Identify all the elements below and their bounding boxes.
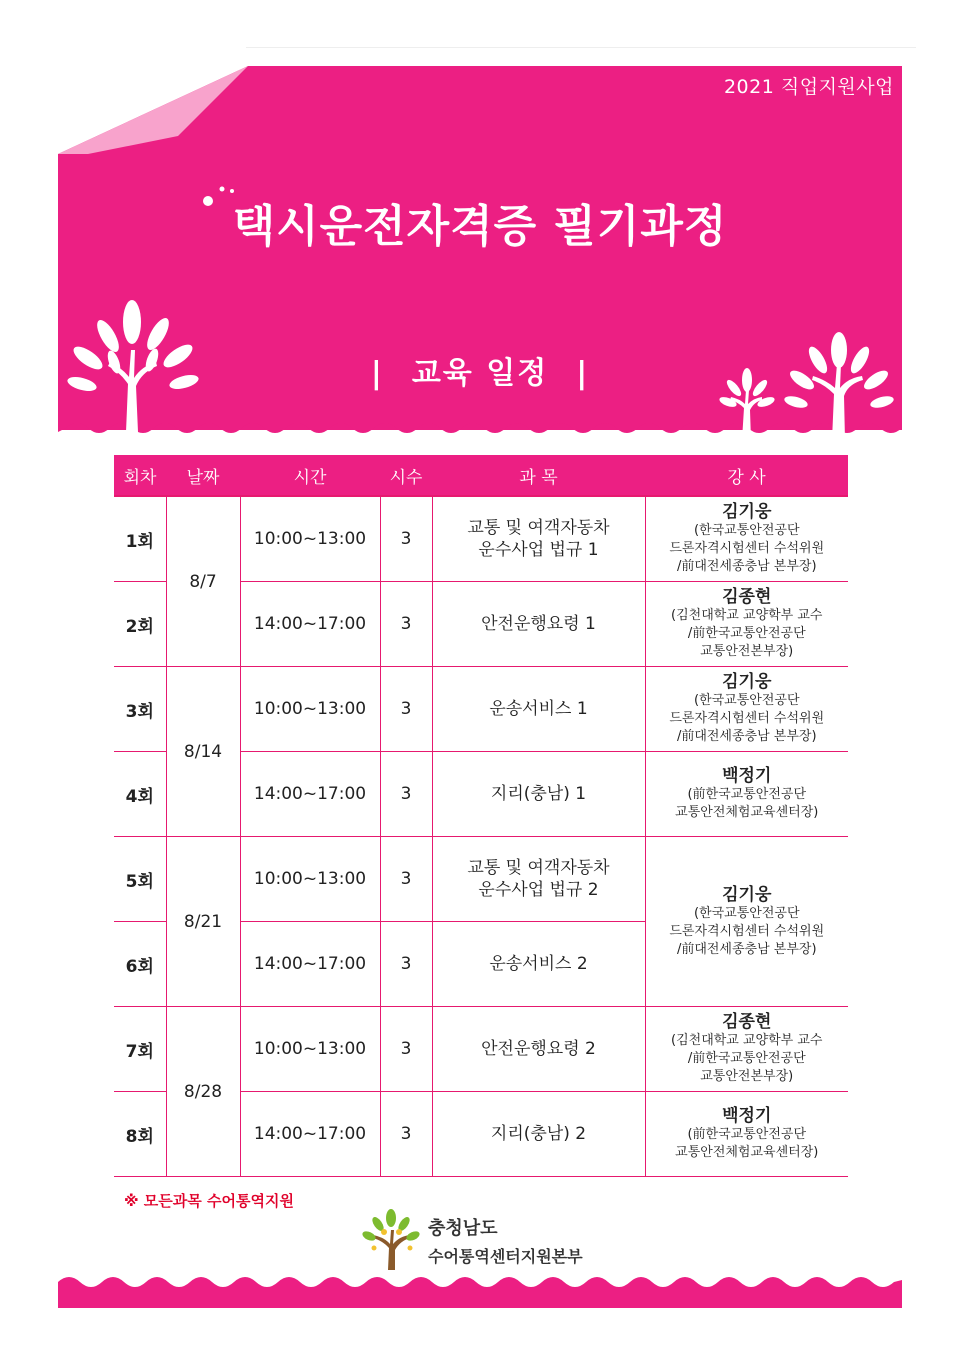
instructor-affiliation: (前한국교통안전공단 교통안전체험교육센터장) xyxy=(675,1127,819,1160)
instructor-name: 김종현 xyxy=(722,587,772,607)
interpretation-note: ※ 모든과목 수어통역지원 xyxy=(124,1192,294,1210)
date-cell: 8/14 xyxy=(166,667,240,837)
subject-cell: 지리(충남) 2 xyxy=(432,1092,645,1177)
subject-cell: 지리(충남) 1 xyxy=(432,752,645,837)
instructor-cell xyxy=(645,582,848,667)
date-cell: 8/21 xyxy=(166,837,240,1007)
hours-cell: 3 xyxy=(380,1092,432,1177)
year-label: 2021 직업지원사업 xyxy=(723,76,894,98)
instructor-cell xyxy=(645,752,848,837)
column-header-hours: 시수 xyxy=(380,455,432,496)
subject-line: 운수사업 법규 1 xyxy=(478,540,599,560)
table-row xyxy=(114,837,848,922)
time-cell: 10:00~13:00 xyxy=(240,667,380,752)
subject-cell: 운송서비스 2 xyxy=(432,922,645,1007)
subtitle-text: 교육 일정 xyxy=(411,356,549,391)
subject-line: 교통 및 여객자동차 xyxy=(467,858,610,878)
subject-line: 운수사업 법규 2 xyxy=(478,880,599,900)
time-cell: 14:00~17:00 xyxy=(240,1092,380,1177)
column-header-instructor: 강 사 xyxy=(645,455,848,496)
time-cell: 14:00~17:00 xyxy=(240,752,380,837)
session-cell: 4회 xyxy=(114,752,166,837)
table-row xyxy=(114,1007,848,1092)
hours-cell: 3 xyxy=(380,1007,432,1092)
instructor-cell xyxy=(645,837,848,1007)
column-header-session: 회차 xyxy=(114,455,166,496)
org-name-line1: 충청남도 xyxy=(428,1218,498,1239)
instructor-cell xyxy=(645,1092,848,1177)
session-cell: 8회 xyxy=(114,1092,166,1177)
instructor-name: 김기웅 xyxy=(722,672,772,692)
hours-cell: 3 xyxy=(380,837,432,922)
subtitle-bar-left: | xyxy=(370,356,384,391)
hours-cell: 3 xyxy=(380,922,432,1007)
time-cell: 14:00~17:00 xyxy=(240,922,380,1007)
instructor-name: 김기웅 xyxy=(722,884,772,905)
time-cell: 10:00~13:00 xyxy=(240,837,380,922)
date-cell: 8/28 xyxy=(166,1007,240,1177)
instructor-name: 김기웅 xyxy=(722,502,772,522)
table-row xyxy=(114,496,848,582)
tree-icon xyxy=(718,330,898,440)
session-cell: 2회 xyxy=(114,582,166,667)
subject-cell xyxy=(432,837,645,922)
instructor-cell xyxy=(645,667,848,752)
subtitle-bar-right: | xyxy=(576,356,590,391)
page-title: 택시운전자격증 필기과정 xyxy=(232,201,728,252)
org-name-line2: 수어통역센터지원본부 xyxy=(428,1247,583,1266)
table-header-row xyxy=(114,455,848,496)
hours-cell: 3 xyxy=(380,496,432,582)
instructor-cell xyxy=(645,496,848,582)
instructor-affiliation: (김천대학교 교양학부 교수 /前한국교통안전공단 교통안전본부장) xyxy=(671,608,823,659)
column-header-subject: 과 목 xyxy=(432,455,645,496)
time-cell: 10:00~13:00 xyxy=(240,1007,380,1092)
session-cell: 3회 xyxy=(114,667,166,752)
subject-cell: 운송서비스 1 xyxy=(432,667,645,752)
instructor-affiliation: (한국교통안전공단 드론자격시험센터 수석위원 /前대전세종충남 본부장) xyxy=(669,523,825,574)
subject-cell: 안전운행요령 1 xyxy=(432,582,645,667)
table-row xyxy=(114,667,848,752)
instructor-affiliation: (前한국교통안전공단 교통안전체험교육센터장) xyxy=(675,787,819,820)
tree-icon xyxy=(62,292,202,432)
date-cell: 8/7 xyxy=(166,496,240,667)
sign-language-tree-logo-icon xyxy=(360,1208,422,1270)
footer-wave-band xyxy=(58,1272,902,1308)
subject-cell xyxy=(432,496,645,582)
instructor-name: 백정기 xyxy=(722,766,772,786)
top-rule xyxy=(246,47,916,48)
hours-cell: 3 xyxy=(380,667,432,752)
hours-cell: 3 xyxy=(380,582,432,667)
instructor-name: 김종현 xyxy=(722,1012,772,1032)
instructor-affiliation: (한국교통안전공단 드론자격시험센터 수석위원 /前대전세종충남 본부장) xyxy=(669,905,825,957)
subject-cell: 안전운행요령 2 xyxy=(432,1007,645,1092)
column-header-date: 날짜 xyxy=(166,455,240,496)
time-cell: 10:00~13:00 xyxy=(240,496,380,582)
subject-line: 교통 및 여객자동차 xyxy=(467,518,610,538)
instructor-cell xyxy=(645,1007,848,1092)
session-cell: 6회 xyxy=(114,922,166,1007)
session-cell: 5회 xyxy=(114,837,166,922)
instructor-name: 백정기 xyxy=(722,1106,772,1126)
column-header-time: 시간 xyxy=(240,455,380,496)
hours-cell: 3 xyxy=(380,752,432,837)
session-cell: 1회 xyxy=(114,496,166,582)
session-cell: 7회 xyxy=(114,1007,166,1092)
instructor-affiliation: (김천대학교 교양학부 교수 /前한국교통안전공단 교통안전본부장) xyxy=(671,1033,823,1084)
instructor-affiliation: (한국교통안전공단 드론자격시험센터 수석위원 /前대전세종충남 본부장) xyxy=(669,693,825,744)
time-cell: 14:00~17:00 xyxy=(240,582,380,667)
page-fold-icon xyxy=(58,66,248,154)
schedule-table xyxy=(114,455,848,1177)
